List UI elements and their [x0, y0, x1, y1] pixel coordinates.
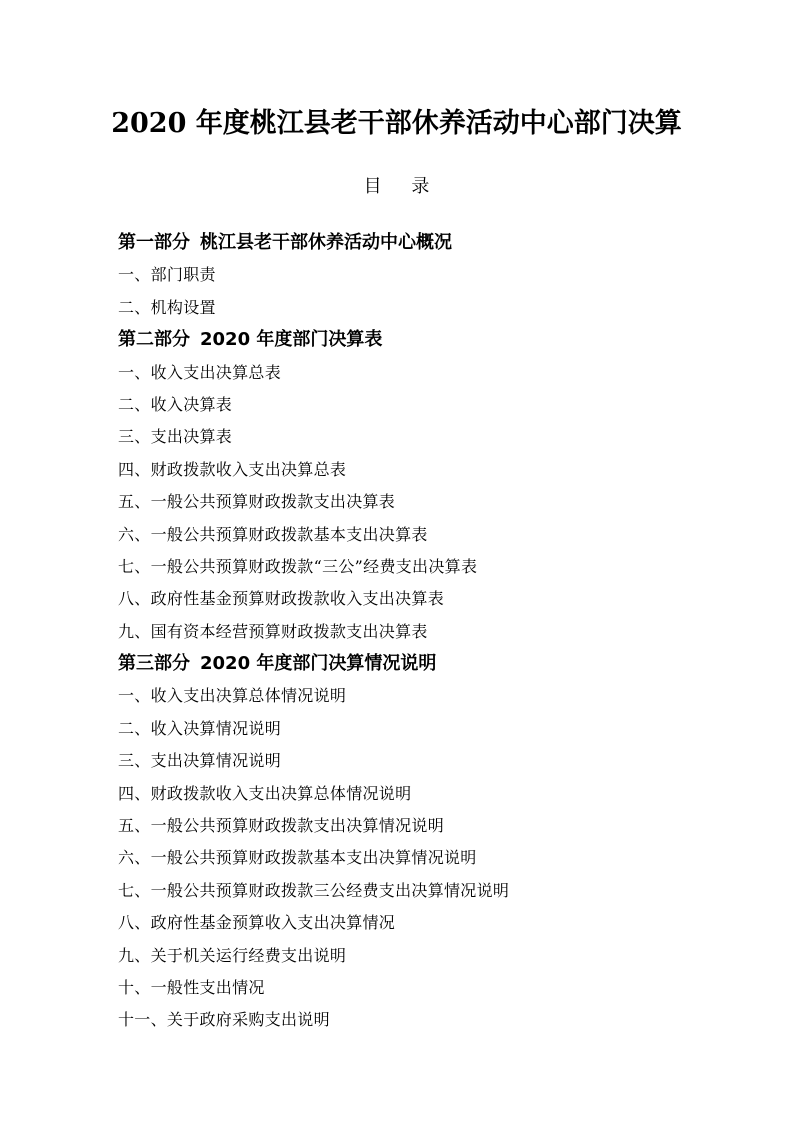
toc-item[interactable]: 四、财政拨款收入支出决算总体情况说明 [118, 783, 412, 803]
document-title: 2020 年度桃江县老干部休养活动中心部门决算 [111, 108, 682, 139]
toc-part-3-title: 2020 年度部门决算情况说明 [200, 653, 437, 675]
toc-item[interactable]: 九、国有资本经营预算财政拨款支出决算表 [118, 621, 428, 641]
table-of-contents [118, 227, 718, 1037]
toc-item[interactable]: 二、机构设置 [118, 297, 216, 317]
toc-item[interactable]: 六、一般公共预算财政拨款基本支出决算表 [118, 524, 428, 544]
toc-item[interactable]: 六、一般公共预算财政拨款基本支出决算情况说明 [118, 848, 477, 868]
toc-item[interactable]: 四、财政拨款收入支出决算总表 [118, 459, 347, 479]
toc-item[interactable]: 一、部门职责 [118, 265, 216, 285]
toc-item[interactable]: 五、一般公共预算财政拨款支出决算情况说明 [118, 816, 445, 836]
toc-item[interactable]: 二、收入决算表 [118, 394, 233, 414]
toc-part-1-heading[interactable] [118, 227, 718, 259]
toc-item[interactable]: 八、政府性基金预算财政拨款收入支出决算表 [118, 589, 445, 609]
toc-part-2-title: 2020 年度部门决算表 [200, 329, 383, 351]
toc-heading: 目 录 [363, 176, 442, 197]
toc-item[interactable]: 三、支出决算情况说明 [118, 751, 282, 771]
toc-item[interactable]: 一、收入支出决算总体情况说明 [118, 686, 347, 706]
toc-item[interactable]: 七、一般公共预算财政拨款三公经费支出决算情况说明 [118, 880, 510, 900]
toc-item[interactable]: 十一、关于政府采购支出说明 [118, 1010, 330, 1030]
toc-item[interactable]: 七、一般公共预算财政拨款“三公”经费支出决算表 [118, 556, 478, 576]
toc-part-1-number: 第一部分 [118, 232, 190, 253]
toc-item[interactable]: 十、一般性支出情况 [118, 977, 265, 997]
toc-part-2-heading[interactable] [118, 324, 718, 356]
toc-item[interactable]: 二、收入决算情况说明 [118, 718, 282, 738]
toc-part-1-title: 桃江县老干部休养活动中心概况 [200, 232, 452, 253]
toc-item[interactable]: 三、支出决算表 [118, 427, 233, 447]
toc-part-2-number: 第二部分 [118, 329, 190, 351]
toc-item[interactable]: 一、收入支出决算总表 [118, 362, 282, 382]
toc-part-3-heading[interactable] [118, 648, 718, 680]
toc-part-3-number: 第三部分 [118, 653, 190, 675]
toc-item[interactable]: 八、政府性基金预算收入支出决算情况 [118, 913, 396, 933]
toc-item[interactable]: 五、一般公共预算财政拨款支出决算表 [118, 492, 396, 512]
toc-item[interactable]: 九、关于机关运行经费支出说明 [118, 945, 347, 965]
